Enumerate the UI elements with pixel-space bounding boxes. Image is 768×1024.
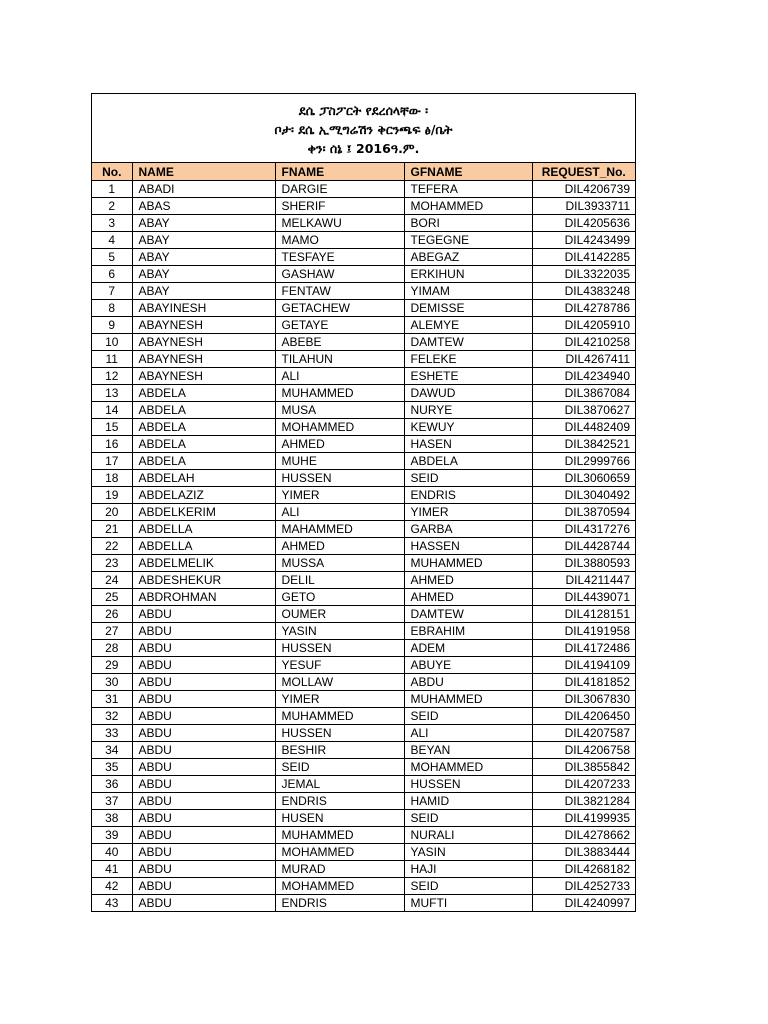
cell-gfname: ABDELA [404, 453, 532, 470]
table-row [92, 725, 635, 742]
cell-gfname: TEGEGNE [404, 232, 532, 249]
column-header-name: NAME [132, 163, 275, 181]
table-row [92, 470, 635, 487]
cell-no: 4 [92, 232, 132, 249]
cell-name: ABAYNESH [132, 368, 275, 385]
table-row [92, 538, 635, 555]
cell-gfname: BORI [404, 215, 532, 232]
cell-no: 38 [92, 810, 132, 827]
cell-name: ABDELA [132, 453, 275, 470]
cell-no: 5 [92, 249, 132, 266]
cell-no: 42 [92, 878, 132, 895]
cell-name: ABAS [132, 198, 275, 215]
cell-fname: FENTAW [275, 283, 404, 300]
table-row [92, 402, 635, 419]
cell-name: ABDESHEKUR [132, 572, 275, 589]
cell-gfname: ALI [404, 725, 532, 742]
cell-no: 2 [92, 198, 132, 215]
cell-gfname: ESHETE [404, 368, 532, 385]
cell-fname: YESUF [275, 657, 404, 674]
cell-request-no: DIL3870627 [532, 402, 635, 419]
cell-no: 10 [92, 334, 132, 351]
cell-name: ABDELLA [132, 538, 275, 555]
cell-gfname: HUSSEN [404, 776, 532, 793]
cell-gfname: YASIN [404, 844, 532, 861]
cell-name: ABDU [132, 657, 275, 674]
cell-name: ABDELAH [132, 470, 275, 487]
cell-name: ABAY [132, 266, 275, 283]
table-row [92, 300, 635, 317]
table-row [92, 521, 635, 538]
cell-no: 32 [92, 708, 132, 725]
cell-fname: HUSSEN [275, 470, 404, 487]
cell-gfname: NURALI [404, 827, 532, 844]
passport-list-document [91, 93, 636, 912]
heading-title: ደሴ ፓስፖርት የደረሰላቸው ፡ [298, 103, 429, 118]
cell-fname: MAMO [275, 232, 404, 249]
cell-name: ABDU [132, 759, 275, 776]
cell-gfname: HAJI [404, 861, 532, 878]
table-row [92, 232, 635, 249]
cell-request-no: DIL4172486 [532, 640, 635, 657]
cell-no: 34 [92, 742, 132, 759]
cell-gfname: ABUYE [404, 657, 532, 674]
cell-request-no: DIL4194109 [532, 657, 635, 674]
cell-fname: GETAYE [275, 317, 404, 334]
cell-name: ABDU [132, 674, 275, 691]
cell-no: 19 [92, 487, 132, 504]
cell-fname: HUSSEN [275, 640, 404, 657]
cell-gfname: AHMED [404, 589, 532, 606]
table-row [92, 555, 635, 572]
cell-fname: TILAHUN [275, 351, 404, 368]
cell-gfname: EBRAHIM [404, 623, 532, 640]
cell-request-no: DIL4383248 [532, 283, 635, 300]
cell-name: ABDU [132, 895, 275, 912]
cell-fname: MUSA [275, 402, 404, 419]
cell-request-no: DIL3933711 [532, 198, 635, 215]
cell-gfname: SEID [404, 470, 532, 487]
cell-gfname: DAMTEW [404, 334, 532, 351]
cell-no: 24 [92, 572, 132, 589]
cell-fname: MURAD [275, 861, 404, 878]
cell-fname: ALI [275, 368, 404, 385]
cell-request-no: DIL3855842 [532, 759, 635, 776]
cell-request-no: DIL4210258 [532, 334, 635, 351]
table-row [92, 623, 635, 640]
cell-no: 17 [92, 453, 132, 470]
table-row [92, 249, 635, 266]
cell-name: ABDELLA [132, 521, 275, 538]
cell-gfname: MUHAMMED [404, 691, 532, 708]
table-row [92, 572, 635, 589]
cell-fname: OUMER [275, 606, 404, 623]
cell-no: 21 [92, 521, 132, 538]
cell-request-no: DIL3842521 [532, 436, 635, 453]
cell-request-no: DIL4267411 [532, 351, 635, 368]
cell-request-no: DIL3040492 [532, 487, 635, 504]
cell-gfname: YIMER [404, 504, 532, 521]
cell-name: ABDU [132, 878, 275, 895]
cell-no: 27 [92, 623, 132, 640]
cell-fname: SEID [275, 759, 404, 776]
cell-no: 3 [92, 215, 132, 232]
cell-gfname: AHMED [404, 572, 532, 589]
cell-gfname: MUFTI [404, 895, 532, 912]
cell-name: ABDU [132, 776, 275, 793]
cell-request-no: DIL3821284 [532, 793, 635, 810]
table-row [92, 453, 635, 470]
table-row [92, 776, 635, 793]
cell-gfname: GARBA [404, 521, 532, 538]
cell-gfname: HASSEN [404, 538, 532, 555]
cell-name: ABADI [132, 181, 275, 198]
cell-name: ABDU [132, 844, 275, 861]
cell-no: 40 [92, 844, 132, 861]
table-row [92, 878, 635, 895]
column-header-gfname: GFNAME [404, 163, 532, 181]
cell-no: 35 [92, 759, 132, 776]
table-row [92, 215, 635, 232]
cell-name: ABDU [132, 793, 275, 810]
cell-no: 43 [92, 895, 132, 912]
cell-no: 30 [92, 674, 132, 691]
cell-gfname: BEYAN [404, 742, 532, 759]
cell-name: ABDU [132, 861, 275, 878]
cell-request-no: DIL2999766 [532, 453, 635, 470]
cell-no: 39 [92, 827, 132, 844]
cell-gfname: MOHAMMED [404, 198, 532, 215]
cell-no: 33 [92, 725, 132, 742]
cell-name: ABDU [132, 810, 275, 827]
cell-fname: ABEBE [275, 334, 404, 351]
cell-name: ABDU [132, 640, 275, 657]
cell-gfname: NURYE [404, 402, 532, 419]
cell-no: 22 [92, 538, 132, 555]
cell-no: 26 [92, 606, 132, 623]
recipients-table [92, 163, 635, 911]
cell-no: 13 [92, 385, 132, 402]
table-row [92, 385, 635, 402]
cell-fname: GETACHEW [275, 300, 404, 317]
cell-fname: YASIN [275, 623, 404, 640]
table-row [92, 198, 635, 215]
cell-gfname: YIMAM [404, 283, 532, 300]
cell-no: 6 [92, 266, 132, 283]
cell-name: ABDU [132, 742, 275, 759]
table-row [92, 674, 635, 691]
cell-request-no: DIL4206758 [532, 742, 635, 759]
cell-gfname: ADEM [404, 640, 532, 657]
cell-request-no: DIL4252733 [532, 878, 635, 895]
cell-name: ABDU [132, 691, 275, 708]
table-row [92, 759, 635, 776]
cell-request-no: DIL4482409 [532, 419, 635, 436]
table-row [92, 827, 635, 844]
cell-fname: DARGIE [275, 181, 404, 198]
table-row [92, 861, 635, 878]
cell-request-no: DIL4206739 [532, 181, 635, 198]
cell-name: ABDELA [132, 419, 275, 436]
cell-gfname: HASEN [404, 436, 532, 453]
cell-request-no: DIL4243499 [532, 232, 635, 249]
cell-name: ABDU [132, 708, 275, 725]
cell-no: 25 [92, 589, 132, 606]
table-row [92, 487, 635, 504]
cell-request-no: DIL4199935 [532, 810, 635, 827]
cell-fname: MUSSA [275, 555, 404, 572]
cell-fname: MUHE [275, 453, 404, 470]
cell-request-no: DIL4205636 [532, 215, 635, 232]
cell-no: 7 [92, 283, 132, 300]
cell-name: ABDROHMAN [132, 589, 275, 606]
cell-request-no: DIL4181852 [532, 674, 635, 691]
cell-request-no: DIL4207233 [532, 776, 635, 793]
table-row [92, 334, 635, 351]
cell-gfname: ABEGAZ [404, 249, 532, 266]
heading-location: ቦታ፡ ደሴ ኢሚግሬሽን ቅርንጫፍ ፅ/ቤት [274, 122, 453, 137]
cell-name: ABDELA [132, 385, 275, 402]
cell-fname: MOHAMMED [275, 419, 404, 436]
cell-fname: MUHAMMED [275, 708, 404, 725]
cell-request-no: DIL4268182 [532, 861, 635, 878]
cell-request-no: DIL4206450 [532, 708, 635, 725]
cell-no: 12 [92, 368, 132, 385]
cell-name: ABAYNESH [132, 317, 275, 334]
cell-name: ABAY [132, 283, 275, 300]
cell-gfname: SEID [404, 810, 532, 827]
cell-fname: ENDRIS [275, 793, 404, 810]
document-heading [92, 94, 635, 163]
cell-gfname: MOHAMMED [404, 759, 532, 776]
cell-request-no: DIL4211447 [532, 572, 635, 589]
table-row [92, 895, 635, 912]
cell-request-no: DIL4207587 [532, 725, 635, 742]
cell-request-no: DIL4234940 [532, 368, 635, 385]
cell-no: 16 [92, 436, 132, 453]
cell-name: ABAYINESH [132, 300, 275, 317]
cell-request-no: DIL3067830 [532, 691, 635, 708]
cell-gfname: TEFERA [404, 181, 532, 198]
cell-no: 36 [92, 776, 132, 793]
cell-gfname: KEWUY [404, 419, 532, 436]
cell-no: 29 [92, 657, 132, 674]
cell-name: ABAYNESH [132, 334, 275, 351]
cell-request-no: DIL3867084 [532, 385, 635, 402]
cell-gfname: ABDU [404, 674, 532, 691]
cell-name: ABAY [132, 215, 275, 232]
cell-name: ABDELA [132, 402, 275, 419]
cell-request-no: DIL4191958 [532, 623, 635, 640]
cell-name: ABDELMELIK [132, 555, 275, 572]
table-row [92, 419, 635, 436]
table-row [92, 368, 635, 385]
cell-gfname: MUHAMMED [404, 555, 532, 572]
cell-request-no: DIL4439071 [532, 589, 635, 606]
table-row [92, 351, 635, 368]
cell-no: 23 [92, 555, 132, 572]
cell-name: ABAY [132, 232, 275, 249]
heading-date: ቀን፡ ሰኔ ፤ 2016ዓ.ም. [307, 141, 420, 156]
cell-gfname: SEID [404, 878, 532, 895]
cell-fname: HUSSEN [275, 725, 404, 742]
cell-request-no: DIL4278662 [532, 827, 635, 844]
cell-no: 18 [92, 470, 132, 487]
cell-name: ABDU [132, 827, 275, 844]
column-header-no: No. [92, 163, 132, 181]
cell-fname: JEMAL [275, 776, 404, 793]
cell-gfname: HAMID [404, 793, 532, 810]
table-row [92, 504, 635, 521]
cell-fname: SHERIF [275, 198, 404, 215]
cell-fname: AHMED [275, 436, 404, 453]
cell-name: ABDU [132, 606, 275, 623]
table-row [92, 283, 635, 300]
cell-request-no: DIL3870594 [532, 504, 635, 521]
cell-fname: MUHAMMED [275, 827, 404, 844]
cell-gfname: DAMTEW [404, 606, 532, 623]
table-row [92, 691, 635, 708]
cell-gfname: DAWUD [404, 385, 532, 402]
cell-no: 15 [92, 419, 132, 436]
cell-request-no: DIL4128151 [532, 606, 635, 623]
cell-fname: DELIL [275, 572, 404, 589]
table-row [92, 793, 635, 810]
cell-no: 31 [92, 691, 132, 708]
table-row [92, 181, 635, 198]
table-row [92, 742, 635, 759]
column-header-fname: FNAME [275, 163, 404, 181]
cell-gfname: DEMISSE [404, 300, 532, 317]
table-row [92, 266, 635, 283]
cell-gfname: ALEMYE [404, 317, 532, 334]
cell-no: 28 [92, 640, 132, 657]
cell-fname: TESFAYE [275, 249, 404, 266]
cell-request-no: DIL3060659 [532, 470, 635, 487]
cell-fname: ALI [275, 504, 404, 521]
table-row [92, 589, 635, 606]
cell-fname: MUHAMMED [275, 385, 404, 402]
cell-fname: ENDRIS [275, 895, 404, 912]
cell-fname: MAHAMMED [275, 521, 404, 538]
table-body [92, 181, 635, 912]
cell-name: ABDU [132, 623, 275, 640]
cell-no: 9 [92, 317, 132, 334]
cell-no: 14 [92, 402, 132, 419]
cell-fname: GETO [275, 589, 404, 606]
table-row [92, 708, 635, 725]
table-row [92, 844, 635, 861]
cell-request-no: DIL3880593 [532, 555, 635, 572]
cell-gfname: FELEKE [404, 351, 532, 368]
cell-request-no: DIL4240997 [564, 896, 630, 910]
cell-no: 20 [92, 504, 132, 521]
cell-fname: GASHAW [275, 266, 404, 283]
cell-name: ABDELAZIZ [132, 487, 275, 504]
cell-gfname: ENDRIS [404, 487, 532, 504]
cell-no: 37 [92, 793, 132, 810]
cell-gfname: SEID [404, 708, 532, 725]
table-row [92, 640, 635, 657]
cell-no: 11 [92, 351, 132, 368]
column-header-request-no: REQUEST_No. [532, 163, 635, 181]
cell-gfname: ERKIHUN [404, 266, 532, 283]
cell-fname: MOHAMMED [275, 844, 404, 861]
cell-fname: YIMER [275, 487, 404, 504]
table-header-row [92, 163, 635, 181]
table-row [92, 657, 635, 674]
cell-request-no: DIL3883444 [532, 844, 635, 861]
table-row [92, 317, 635, 334]
cell-fname: YIMER [275, 691, 404, 708]
cell-fname: MELKAWU [275, 215, 404, 232]
cell-name: ABDELKERIM [132, 504, 275, 521]
cell-fname: AHMED [275, 538, 404, 555]
cell-name: ABAY [132, 249, 275, 266]
cell-name: ABAYNESH [132, 351, 275, 368]
cell-request-no: DIL3322035 [532, 266, 635, 283]
table-row [92, 436, 635, 453]
cell-name: ABDU [132, 725, 275, 742]
cell-name: ABDELA [132, 436, 275, 453]
cell-request-no: DIL4278786 [532, 300, 635, 317]
table-row [92, 810, 635, 827]
cell-request-no: DIL4142285 [532, 249, 635, 266]
cell-fname: MOLLAW [275, 674, 404, 691]
cell-request-no: DIL4428744 [532, 538, 635, 555]
table-row [92, 606, 635, 623]
cell-request-no: DIL4205910 [532, 317, 635, 334]
cell-no: 8 [92, 300, 132, 317]
cell-fname: BESHIR [275, 742, 404, 759]
cell-no: 1 [92, 181, 132, 198]
cell-no: 41 [92, 861, 132, 878]
cell-fname: MOHAMMED [275, 878, 404, 895]
cell-request-no: DIL4317276 [532, 521, 635, 538]
cell-fname: HUSEN [275, 810, 404, 827]
